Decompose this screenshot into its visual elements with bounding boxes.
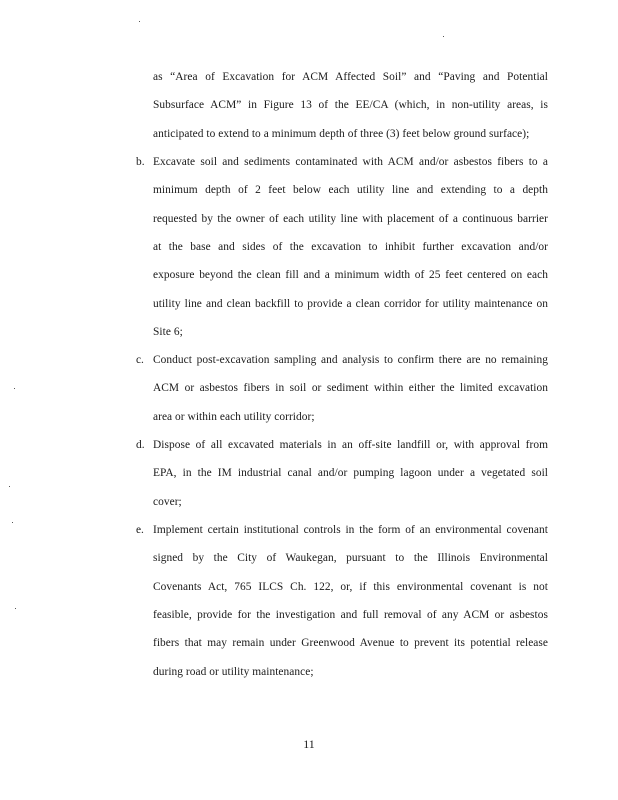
paragraph-d-line-1: Dispose of all excavated materials in an off-site landfill or, with approval from — [153, 439, 548, 451]
list-marker-c: c. — [136, 354, 144, 366]
list-marker-e: e. — [136, 524, 144, 536]
paragraph-e-line-2: signed by the City of Waukegan, pursuant to the Illinois Environmental — [153, 552, 548, 564]
paragraph-a-line-2: Subsurface ACM” in Figure 13 of the EE/CA (which, in non-utility areas, is — [153, 99, 548, 111]
scan-speck — [9, 486, 10, 487]
paragraph-b-line-4: at the base and sides of the excavation to inhibit further excavation and/or — [153, 241, 548, 253]
paragraph-e-line-3: Covenants Act, 765 ILCS Ch. 122, or, if this environmental covenant is not — [153, 581, 548, 593]
scan-speck — [12, 522, 13, 523]
paragraph-c-line-2: ACM or asbestos fibers in soil or sediment within either the limited excavation — [153, 382, 548, 394]
paragraph-d-line-3: cover; — [153, 496, 182, 508]
paragraph-c-line-1: Conduct post-excavation sampling and analysis to confirm there are no remaining — [153, 354, 548, 366]
paragraph-e-line-5: fibers that may remain under Greenwood Avenue to prevent its potential release — [153, 637, 548, 649]
paragraph-b-line-6: utility line and clean backfill to provide a clean corridor for utility maintenance on — [153, 298, 548, 310]
scan-speck — [14, 388, 15, 389]
scan-speck — [15, 608, 16, 609]
paragraph-a-line-3: anticipated to extend to a minimum depth of three (3) feet below ground surface); — [153, 128, 530, 140]
list-marker-b: b. — [136, 156, 145, 168]
paragraph-b-line-5: exposure beyond the clean fill and a minimum width of 25 feet centered on each — [153, 269, 548, 281]
paragraph-a-line-1: as “Area of Excavation for ACM Affected Soil” and “Paving and Potential — [153, 71, 548, 83]
paragraph-b-line-7: Site 6; — [153, 326, 183, 338]
page-number: 11 — [303, 737, 315, 751]
paragraph-b-line-1: Excavate soil and sediments contaminated with ACM and/or asbestos fibers to a — [153, 156, 548, 168]
paragraph-b-line-2: minimum depth of 2 feet below each utility line and extending to a depth — [153, 184, 548, 196]
list-marker-d: d. — [136, 439, 145, 451]
paragraph-b-line-3: requested by the owner of each utility line with placement of a continuous barrier — [153, 213, 548, 225]
paragraph-d-line-2: EPA, in the IM industrial canal and/or pumping lagoon under a vegetated soil — [153, 467, 548, 479]
paragraph-c-line-3: area or within each utility corridor; — [153, 411, 315, 423]
scan-speck — [139, 21, 140, 22]
paragraph-e-line-1: Implement certain institutional controls in the form of an environmental covenant — [153, 524, 548, 536]
scan-speck — [443, 36, 444, 37]
paragraph-e-line-6: during road or utility maintenance; — [153, 666, 314, 678]
paragraph-e-line-4: feasible, provide for the investigation and full removal of any ACM or asbestos — [153, 609, 548, 621]
